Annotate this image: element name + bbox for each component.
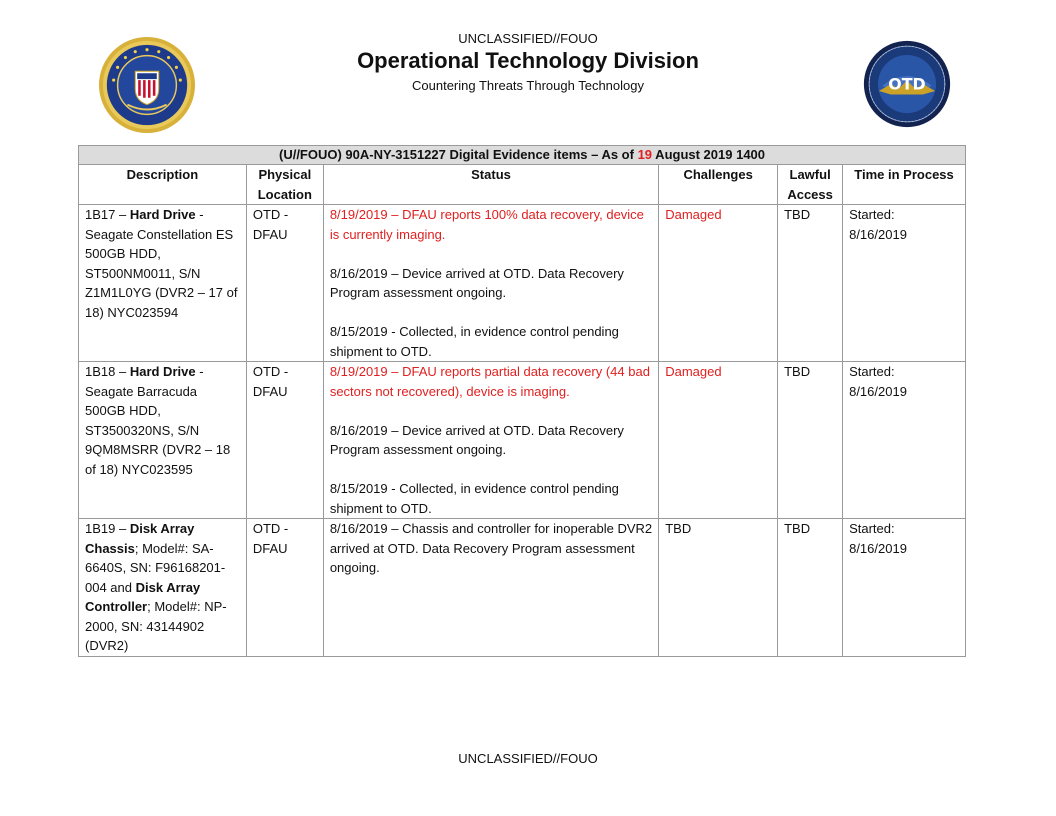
item-type-secondary: Disk Array Controller	[85, 579, 201, 614]
status-update: 8/16/2019 – Device arrived at OTD. Data Recovery Program assessment ongoing.	[329, 422, 624, 457]
time-in-process-cell	[843, 519, 966, 657]
table-title	[79, 146, 966, 165]
lawful-access-cell: TBD	[778, 519, 843, 657]
table-header-row	[79, 165, 966, 205]
lawful-access-cell: TBD	[778, 362, 843, 519]
status-cell	[323, 205, 658, 362]
challenges-cell: Damaged	[659, 205, 778, 362]
status-cell	[323, 519, 658, 657]
status-update: 8/16/2019 – Chassis and controller for inoperable DVR2 arrived at OTD. Data Recovery Program assessment ongoing.	[329, 521, 653, 575]
col-header-description: Description	[79, 165, 247, 205]
description-cell	[79, 205, 247, 362]
col-header-lawful-access	[778, 165, 843, 205]
status-update-latest: 8/19/2019 – DFAU reports 100% data recovery, device is currently imaging.	[329, 207, 644, 242]
item-details-secondary: ; Model#: NP-2000, SN: 43144902 (DVR2)	[85, 599, 227, 653]
time-date: 8/16/2019	[849, 540, 907, 556]
col-header-physical-line2: Location	[257, 186, 312, 202]
classification-top: UNCLASSIFIED//FOUO	[458, 31, 598, 46]
status-cell	[323, 362, 658, 519]
description-cell	[79, 519, 247, 657]
svg-text:OTD: OTD	[888, 74, 926, 94]
item-id: 1B17 –	[85, 207, 130, 222]
col-header-challenges: Challenges	[659, 165, 778, 205]
item-id: 1B19 –	[85, 521, 130, 536]
col-header-lawful-line2: Access	[787, 186, 833, 202]
col-header-lawful-line1: Lawful	[789, 167, 831, 182]
item-details: - Seagate Barracuda 500GB HDD, ST3500320NS, S/N 9QM8MSRR (DVR2 – 18 of 18) NYC023595	[85, 364, 231, 477]
status-update: 8/15/2019 - Collected, in evidence control pending shipment to OTD.	[329, 324, 619, 359]
table-title-day: 19	[637, 147, 653, 162]
col-header-physical-line1: Physical	[258, 167, 312, 182]
lawful-access-cell: TBD	[778, 205, 843, 362]
time-label: Started:	[849, 207, 895, 222]
status-update: 8/15/2019 - Collected, in evidence control pending shipment to OTD.	[329, 481, 619, 516]
description-cell	[79, 362, 247, 519]
table-title-prefix: (U//FOUO) 90A-NY-3151227 Digital Evidence items – As of	[278, 147, 638, 162]
fbi-seal-logo	[98, 36, 196, 134]
challenges-cell: Damaged	[659, 362, 778, 519]
item-type: Hard Drive	[129, 207, 196, 222]
classification-bottom: UNCLASSIFIED//FOUO	[458, 751, 598, 766]
time-in-process-cell	[843, 205, 966, 362]
table-row	[79, 519, 966, 657]
col-header-status: Status	[323, 165, 658, 205]
status-update: 8/16/2019 – Device arrived at OTD. Data Recovery Program assessment ongoing.	[329, 265, 624, 300]
item-details: ; Model#: SA-6640S, SN: F96168201-004 and	[85, 540, 226, 595]
table-title-suffix: August 2019 1400	[652, 147, 766, 162]
time-date: 8/16/2019	[849, 226, 907, 242]
location-cell: OTD - DFAU	[246, 362, 323, 519]
item-type: Disk Array Chassis	[85, 521, 195, 556]
status-update-latest: 8/19/2019 – DFAU reports partial data recovery (44 bad sectors not recovered), device is imaging.	[329, 364, 650, 399]
page-subtitle: Countering Threats Through Technology	[412, 78, 644, 93]
location-cell: OTD - DFAU	[246, 519, 323, 657]
evidence-table	[78, 145, 966, 657]
otd-seal-logo	[863, 40, 951, 128]
table-row	[79, 362, 966, 519]
table-row	[79, 205, 966, 362]
location-cell: OTD - DFAU	[246, 205, 323, 362]
col-header-physical-location	[246, 165, 323, 205]
time-label: Started:	[849, 364, 895, 379]
page-title: Operational Technology Division	[357, 48, 699, 73]
time-date: 8/16/2019	[849, 383, 907, 399]
table-title-row	[79, 146, 966, 165]
item-id: 1B18 –	[85, 364, 130, 379]
time-in-process-cell	[843, 362, 966, 519]
time-label: Started:	[849, 521, 895, 536]
challenges-cell: TBD	[659, 519, 778, 657]
item-details: - Seagate Constellation ES 500GB HDD, ST500NM0011, S/N Z1M1L0YG (DVR2 – 17 of 18) NYC023594	[85, 207, 238, 320]
col-header-time-in-process: Time in Process	[843, 165, 966, 205]
item-type: Hard Drive	[129, 364, 196, 379]
